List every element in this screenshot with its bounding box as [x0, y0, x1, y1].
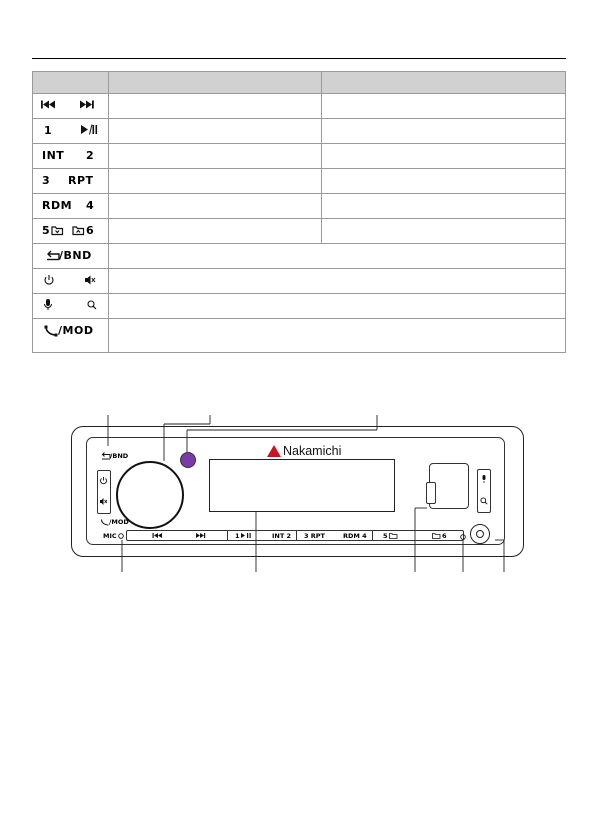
- microphone-dot: [180, 452, 196, 468]
- faceplate-bnd-label: /BND: [110, 452, 129, 460]
- reset-hole-icon[interactable]: [459, 533, 467, 541]
- strip-divider: [372, 530, 373, 541]
- row-mod-label: /MOD: [58, 324, 94, 337]
- row-one-left: 1: [44, 124, 53, 137]
- row-five-right: 6: [86, 224, 95, 237]
- usb-port-tab: [426, 482, 436, 504]
- faceplate-mic-icon: [480, 474, 488, 484]
- strip-folder-down-icon: [389, 532, 398, 539]
- row-rpt-left: 3: [42, 174, 51, 187]
- row-five-left: 5: [42, 224, 51, 237]
- faceplate-mute-icon: [99, 497, 108, 506]
- faceplate-mod-label: /MOD: [109, 518, 129, 526]
- faceplate-power-icon: [99, 476, 108, 485]
- volume-knob[interactable]: [116, 461, 184, 529]
- strip-play-pause-icon: [240, 532, 252, 539]
- row-rpt-right: RPT: [68, 174, 94, 187]
- strip-six-label: 6: [442, 532, 447, 540]
- row-int-left: INT: [42, 149, 65, 162]
- faceplate-mic-label: MIC: [103, 532, 117, 540]
- strip-int2-label: INT 2: [272, 532, 292, 540]
- aux-input-inner: [476, 530, 484, 538]
- brand-logo: Nakamichi: [283, 444, 342, 458]
- strip-five-label: 5: [383, 532, 388, 540]
- row-rdm-left: RDM: [42, 199, 73, 212]
- strip-divider: [296, 530, 297, 541]
- mic-hole-icon: [117, 532, 125, 540]
- strip-divider: [227, 530, 228, 541]
- faceplate-search-icon: [480, 497, 488, 505]
- strip-rdm4-label: RDM 4: [343, 532, 367, 540]
- display-screen: [209, 459, 395, 512]
- strip-folder-up-icon: [432, 532, 441, 539]
- strip-one-label: 1: [235, 532, 240, 540]
- row-bnd-label: /BND: [59, 249, 92, 262]
- strip-skip-forward-icon: [195, 532, 207, 539]
- brand-logo-mark: [267, 445, 281, 457]
- strip-skip-back-icon: [152, 532, 164, 539]
- row-int-right: 2: [86, 149, 95, 162]
- preset-button-strip: [126, 530, 464, 541]
- strip-3rpt-label: 3 RPT: [304, 532, 325, 540]
- row-rdm-right: 4: [86, 199, 95, 212]
